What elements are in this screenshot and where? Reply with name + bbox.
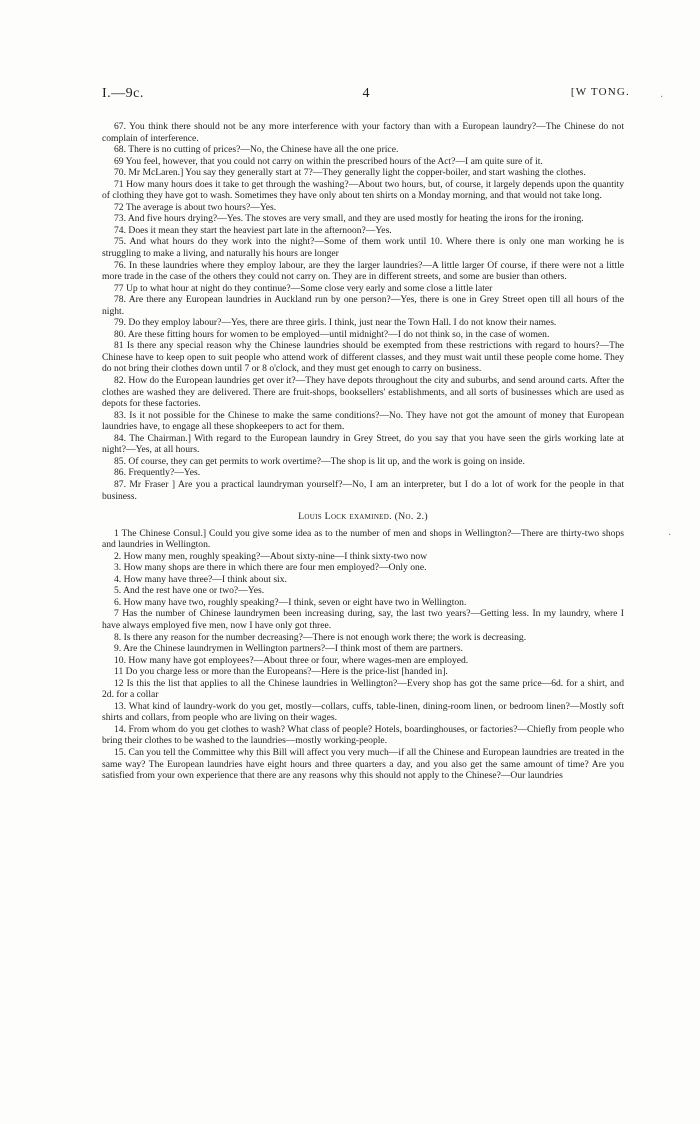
- question-paragraph: 4. How many have three?—I think about six.: [114, 573, 287, 585]
- page-number: 4: [362, 86, 370, 101]
- margin-mark: ·: [660, 92, 664, 103]
- section-heading: Louis Lock examined. (No. 2.): [298, 511, 428, 523]
- question-paragraph: 9. Are the Chinese laundrymen in Wellington partners?—I think most of them are partners.: [114, 643, 463, 655]
- question-paragraph: 8. Is there any reason for the number decreasing?—There is not enough work there; the work is decreasing.: [114, 631, 527, 643]
- question-paragraph: 2. How many men, roughly speaking?—About sixty-nine—I think sixty-two now: [114, 550, 428, 562]
- question-paragraph: 1 The Chinese Consul.] Could you give some idea as to the number of men and shops in Wellington?—There are thirty-two shops and laundries in Wellington.: [102, 527, 624, 551]
- question-paragraph: 76. In these laundries where they employ labour, are they the larger laundries?—A little larger Of course, if there were not a little more trade in the case of the others they could not carry on. They are in different streets, and some are busier than others.: [102, 259, 624, 283]
- question-paragraph: 80. Are these fitting hours for women to be employed—until midnight?—I do not think so, in the case of women.: [114, 328, 550, 340]
- question-paragraph: 68. There is no cutting of prices?—No, the Chinese have all the one price.: [114, 144, 399, 156]
- question-paragraph: 69 You feel, however, that you could not carry on within the prescribed hours of the Act?—I am quite sure of it.: [114, 155, 543, 167]
- question-paragraph: 74. Does it mean they start the heaviest part late in the afternoon?—Yes.: [114, 224, 392, 236]
- page-header: [102, 86, 630, 106]
- question-paragraph: 13. What kind of laundry-work do you get, mostly—collars, cuffs, table-linen, dining-room linen, or bedroom linen?—Mostly soft shirts and collars, from people who are living on their wages.: [102, 700, 624, 724]
- question-paragraph: 6. How many have two, roughly speaking?—I think, seven or eight have two in Wellington.: [114, 596, 467, 608]
- testimony-part-2: [102, 528, 624, 782]
- question-paragraph: 87. Mr Fraser ] Are you a practical laundryman yourself?—No, I am an interpreter, but I do a lot of work for the people in that business.: [102, 478, 624, 502]
- question-paragraph: 70. Mr McLaren.] You say they generally start at 7?—They generally light the copper-boiler, and start washing the clothes.: [114, 167, 586, 179]
- question-paragraph: 5. And the rest have one or two?—Yes.: [114, 585, 265, 597]
- question-paragraph: 73. And five hours drying?—Yes. The stoves are very small, and they are used mostly for heating the irons for the ironing.: [114, 213, 584, 225]
- question-paragraph: 72 The average is about two hours?—Yes.: [114, 201, 277, 213]
- question-paragraph: 85. Of course, they can get permits to work overtime?—The shop is lit up, and the work is going on inside.: [114, 455, 525, 467]
- document-body: [102, 121, 624, 782]
- question-paragraph: 15. Can you tell the Committee why this Bill will affect you very much—if all the Chinese and European laundries are treated in the same way? The European laundries have eight hours and three quarters a day, and you also get the same amount of time? Are you satisfied from your own experience that there are any reasons why this should not apply to the Chinese?—Our laundries: [102, 746, 624, 782]
- question-paragraph: 84. The Chairman.] With regard to the European laundry in Grey Street, do you say that you have seen the girls working late at night?—Yes, at all hours.: [102, 432, 624, 456]
- question-paragraph: 86. Frequently?—Yes.: [114, 467, 201, 479]
- margin-mark: ·: [668, 530, 672, 541]
- question-paragraph: 75. And what hours do they work into the night?—Some of them work until 10. Where there is only one man working he is struggling to make a living, and naturally his hours are longer: [102, 236, 624, 260]
- question-paragraph: 83. Is it not possible for the Chinese to make the same conditions?—No. They have not got the amount of money that European laundries have, to engage all these shopkeepers to act for them.: [102, 409, 624, 433]
- question-paragraph: 67. You think there should not be any more interference with your factory than with a European laundry?—The Chinese do not complain of interference.: [102, 121, 624, 144]
- testimony-part-1: [102, 121, 624, 502]
- question-paragraph: 82. How do the European laundries get over it?—They have depots throughout the city and suburbs, and send around carts. After the clothes are washed they are delivered. There are fruit-shops, booksellers' establishments, and all sorts of businesses which are used as depots for these factories.: [102, 375, 624, 410]
- witness-reference: [W TONG.: [570, 86, 630, 98]
- question-paragraph: 79. Do they employ labour?—Yes, there are three girls. I think, just near the Town Hall. I do not know their names.: [114, 317, 557, 329]
- question-paragraph: 14. From whom do you get clothes to wash? What class of people? Hotels, boardinghouses, or factories?—Chiefly from people who bring their clothes to be washed to the laundries—mostly working-people.: [102, 723, 624, 747]
- question-paragraph: 77 Up to what hour at night do they continue?—Some close very early and some close a little later: [114, 282, 493, 294]
- question-paragraph: 11 Do you charge less or more than the Europeans?—Here is the price-list [handed in].: [114, 666, 448, 678]
- document-reference: I.—9c.: [102, 86, 144, 101]
- question-paragraph: 3. How many shops are there in which there are four men employed?—Only one.: [114, 562, 427, 574]
- question-paragraph: 71 How many hours does it take to get through the washing?—About two hours, but, of course, it largely depends upon the quantity of clothing they have got to wash. Sometimes they have only about ten shirts on a Monday morning, and that would not take long.: [102, 178, 624, 202]
- question-paragraph: 7 Has the number of Chinese laundrymen been increasing during, say, the last two years?—Getting less. In my laundry, where I have always employed five men, now I have only got three.: [102, 608, 624, 631]
- question-paragraph: 10. How many have got employees?—About three or four, where wages-men are employed.: [114, 654, 469, 666]
- question-paragraph: 81 Is there any special reason why the Chinese laundries should be exempted from these restrictions with regard to hours?—The Chinese have to keep open to suit people who attend work of different classes, and they must wait until these people come home. They do not bring their clothes down until 7 or 8 o'clock, and they must get enough to carry on business.: [102, 340, 624, 375]
- question-paragraph: 12 Is this the list that applies to all the Chinese laundries in Wellington?—Every shop has got the same price—6d. for a shirt, and 2d. for a collar: [102, 677, 624, 701]
- question-paragraph: 78. Are there any European laundries in Auckland run by one person?—Yes, there is one in Grey Street open till all hours of the night.: [102, 294, 624, 317]
